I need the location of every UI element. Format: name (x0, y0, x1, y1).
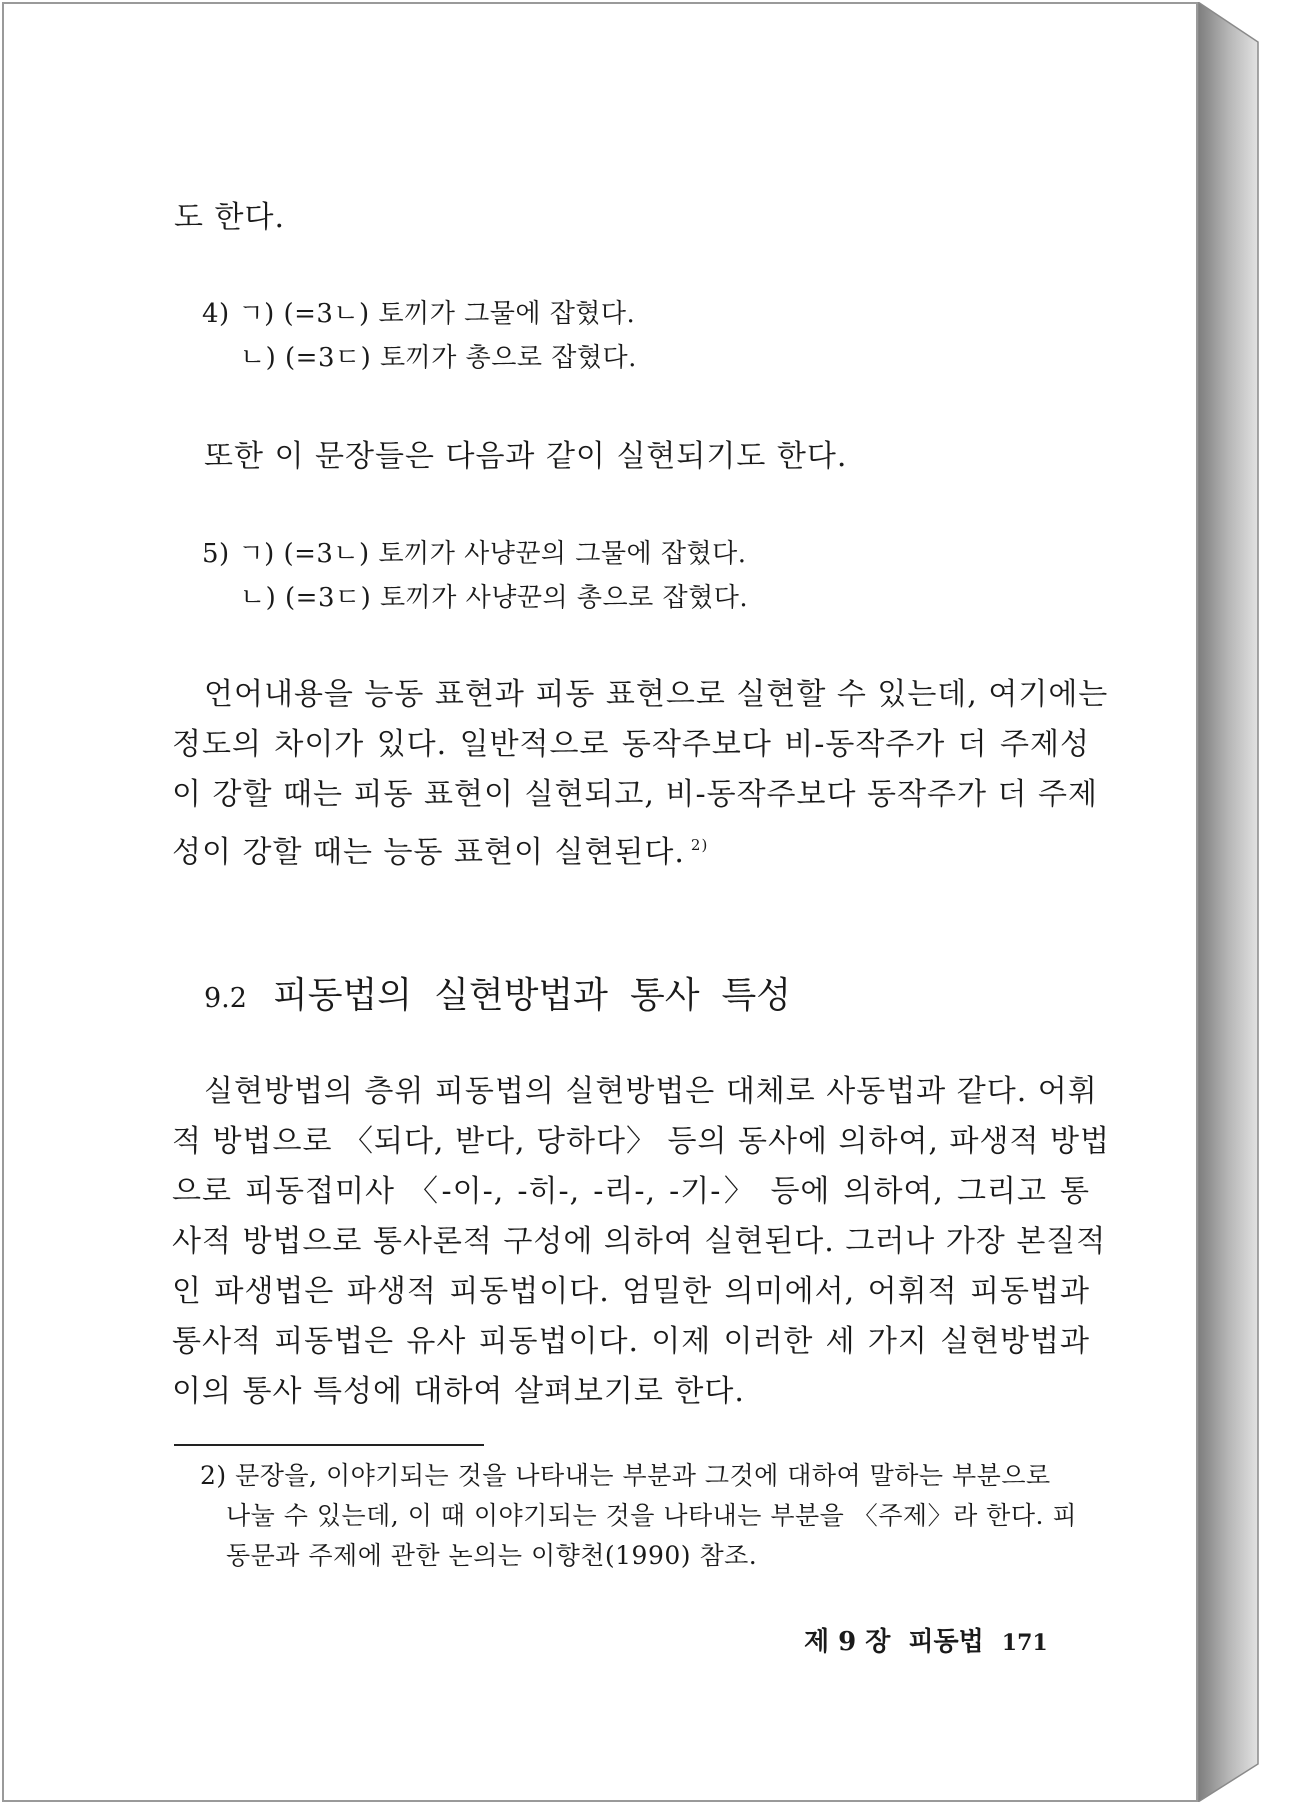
methods-paragraph-line: 통사적 피동법은 유사 피동법이다. 이제 이러한 세 가지 실현방법과 (172, 1324, 1090, 1359)
methods-paragraph-line: 으로 피동접미사 〈-이-, -히-, -리-, -기-〉 등에 의하여, 그리고 통 (172, 1174, 1090, 1209)
content-paragraph-line: 성이 강할 때는 능동 표현이 실현된다. (172, 835, 685, 870)
footnote-line: 동문과 주제에 관한 논의는 이향천(1990) 참조. (226, 1541, 758, 1570)
methods-paragraph-line: 실현방법의 층위 피동법의 실현방법은 대체로 사동법과 같다. 어휘 (204, 1074, 1098, 1109)
content-paragraph-line: 언어내용을 능동 표현과 피동 표현으로 실현할 수 있는데, 여기에는 (204, 677, 1109, 712)
footer-chapter-title: 피동법 (908, 1627, 984, 1657)
example-5-line-2: ㄴ) (=3ㄷ) 토끼가 사냥꾼의 총으로 잡혔다. (240, 583, 749, 613)
content-paragraph-last-line (172, 827, 708, 871)
footnote-line: 2) 문장을, 이야기되는 것을 나타내는 부분과 그것에 대하여 말하는 부분으로 (200, 1461, 1051, 1490)
section-title-word: 특성 (721, 975, 792, 1016)
example-4-line-1: 4) ㄱ) (=3ㄴ) 토끼가 그물에 잡혔다. (202, 299, 636, 329)
content-paragraph-line: 이 강할 때는 피동 표현이 실현되고, 비-동작주보다 동작주가 더 주제 (172, 777, 1098, 812)
section-title-word: 실현방법과 (434, 975, 608, 1016)
example-4-line-2: ㄴ) (=3ㄷ) 토끼가 총으로 잡혔다. (240, 343, 637, 373)
methods-paragraph-line: 이의 통사 특성에 대하여 살펴보기로 한다. (172, 1374, 745, 1409)
methods-paragraph-line: 적 방법으로 〈되다, 받다, 당하다〉 등의 동사에 의하여, 파생적 방법 (172, 1124, 1110, 1159)
footnote-ref: 2) (690, 836, 709, 854)
section-title-word: 통사 (629, 975, 700, 1016)
footer-chapter: 제 9 장 (804, 1627, 891, 1657)
top-line: 도 한다. (174, 200, 286, 235)
methods-paragraph-line: 인 파생법은 파생적 피동법이다. 엄밀한 의미에서, 어휘적 피동법과 (172, 1274, 1090, 1309)
content-paragraph-line: 정도의 차이가 있다. 일반적으로 동작주보다 비-동작주가 더 주제성 (172, 727, 1090, 762)
page-footer (804, 1626, 1048, 1659)
example-5-line-1: 5) ㄱ) (=3ㄴ) 토끼가 사냥꾼의 그물에 잡혔다. (202, 539, 747, 569)
page-number: 171 (1001, 1630, 1048, 1656)
footnote-line: 나눌 수 있는데, 이 때 이야기되는 것을 나타내는 부분을 〈주제〉라 한다. 피 (226, 1501, 1078, 1530)
methods-paragraph-line: 사적 방법으로 통사론적 구성에 의하여 실현된다. 그러나 가장 본질적 (172, 1224, 1107, 1259)
section-heading (204, 974, 791, 1021)
footnote-divider (174, 1444, 484, 1446)
paragraph-also: 또한 이 문장들은 다음과 같이 실현되기도 한다. (204, 439, 848, 474)
section-number: 9.2 (204, 983, 247, 1014)
page-edge-shadow-graphic (1198, 2, 1268, 1802)
book-page (2, 2, 1198, 1802)
page-edge-shadow (1198, 2, 1268, 1802)
section-title-word: 피동법의 (272, 975, 413, 1016)
